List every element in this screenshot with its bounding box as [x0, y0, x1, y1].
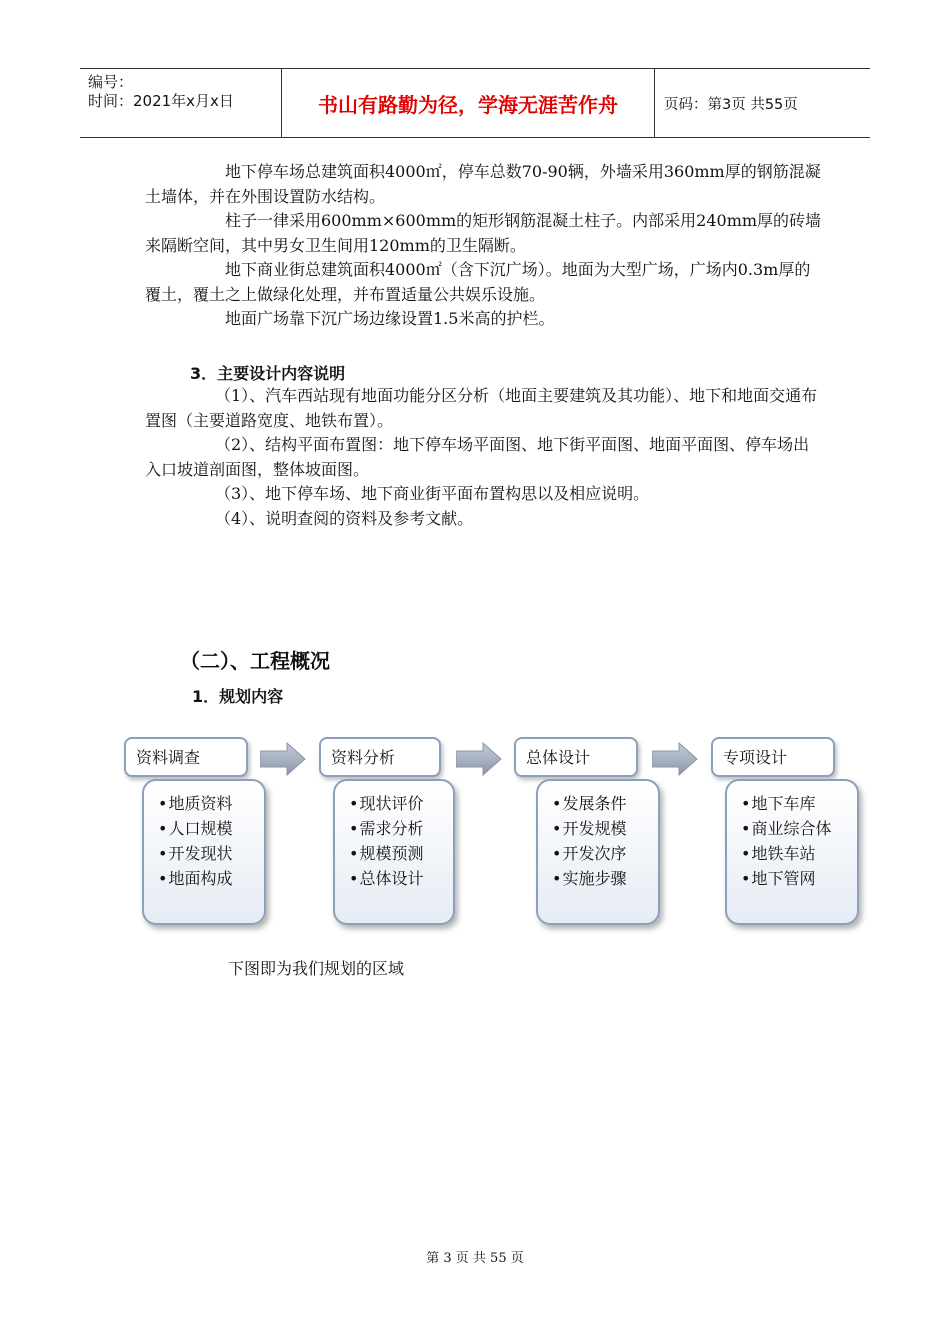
list-item: • 地面构成: [158, 866, 264, 891]
list-item: • 人口规模: [158, 816, 264, 841]
page-header: [80, 68, 870, 138]
header-page-info: 页码：第3页 共55页: [664, 96, 798, 113]
list-item: • 开发次序: [552, 841, 658, 866]
list-item: • 发展条件: [552, 791, 658, 816]
list-item: • 需求分析: [349, 816, 453, 841]
planning-content-heading: 1．规划内容: [192, 687, 284, 706]
document-number-label: 编号：: [88, 73, 134, 91]
list-item: • 地下车库: [741, 791, 857, 816]
step-2-title: 资料分析: [319, 737, 441, 777]
list-item: • 总体设计: [349, 866, 453, 891]
document-date: 时间：2021年x月x日: [88, 92, 234, 110]
list-item: • 开发现状: [158, 841, 264, 866]
step-3-title: 总体设计: [514, 737, 638, 777]
page-footer: 第 3 页 共 55 页: [426, 1251, 524, 1266]
step-4-list: [725, 779, 859, 925]
step-2-list: [333, 779, 455, 925]
list-item: • 开发规模: [552, 816, 658, 841]
list-item: • 地铁车站: [741, 841, 857, 866]
diagram-caption: 下图即为我们规划的区域: [228, 959, 405, 978]
section-2-heading: （二）、工程概况: [180, 649, 330, 673]
design-item-2: （2）、结构平面布置图：地下停车场平面图、地下街平面图、地面平面图、停车场出入口坡道剖面图，整体坡面图。: [145, 435, 810, 479]
paragraph-commercial-street: 地下商业街总建筑面积4000㎡（含下沉广场）。地面为大型广场，广场内0.3m厚的覆土，覆土之上做绿化处理，并布置适量公共娱乐设施。: [145, 260, 811, 304]
header-motto: 书山有路勤为径，学海无涯苦作舟: [282, 69, 655, 137]
list-item: • 商业综合体: [741, 816, 857, 841]
design-item-3: （3）、地下停车场、地下商业街平面布置构思以及相应说明。: [215, 484, 650, 503]
header-meta: [80, 69, 282, 137]
flow-arrow-icon: [652, 742, 698, 776]
design-content-list: [145, 384, 825, 531]
list-item: • 规模预测: [349, 841, 453, 866]
design-item-1: （1）、汽车西站现有地面功能分区分析（地面主要建筑及其功能）、地下和地面交通布置图（主要道路宽度、地铁布置）。: [145, 386, 818, 430]
paragraph-columns: 柱子一律采用600mm×600mm的矩形钢筋混凝土柱子。内部采用240mm厚的砖墙来隔断空间，其中男女卫生间用120mm的卫生隔断。: [145, 211, 822, 255]
flow-arrow-icon: [456, 742, 502, 776]
list-item: • 地下管网: [741, 866, 857, 891]
section-3-heading: 3．主要设计内容说明: [190, 364, 346, 383]
design-item-4: （4）、说明查阅的资料及参考文献。: [215, 508, 474, 528]
step-1-list: [142, 779, 266, 925]
intro-paragraphs: [145, 160, 825, 332]
step-4-title: 专项设计: [711, 737, 835, 777]
step-3-list: [536, 779, 660, 925]
list-item: • 地质资料: [158, 791, 264, 816]
list-item: • 实施步骤: [552, 866, 658, 891]
list-item: • 现状评价: [349, 791, 453, 816]
paragraph-railing: 地面广场靠下沉广场边缘设置1.5米高的护栏。: [225, 309, 555, 328]
paragraph-parking: 地下停车场总建筑面积4000㎡，停车总数70-90辆，外墙采用360mm厚的钢筋混凝土墙体，并在外围设置防水结构。: [145, 162, 821, 206]
flow-arrow-icon: [260, 742, 306, 776]
step-1-title: 资料调查: [124, 737, 248, 777]
